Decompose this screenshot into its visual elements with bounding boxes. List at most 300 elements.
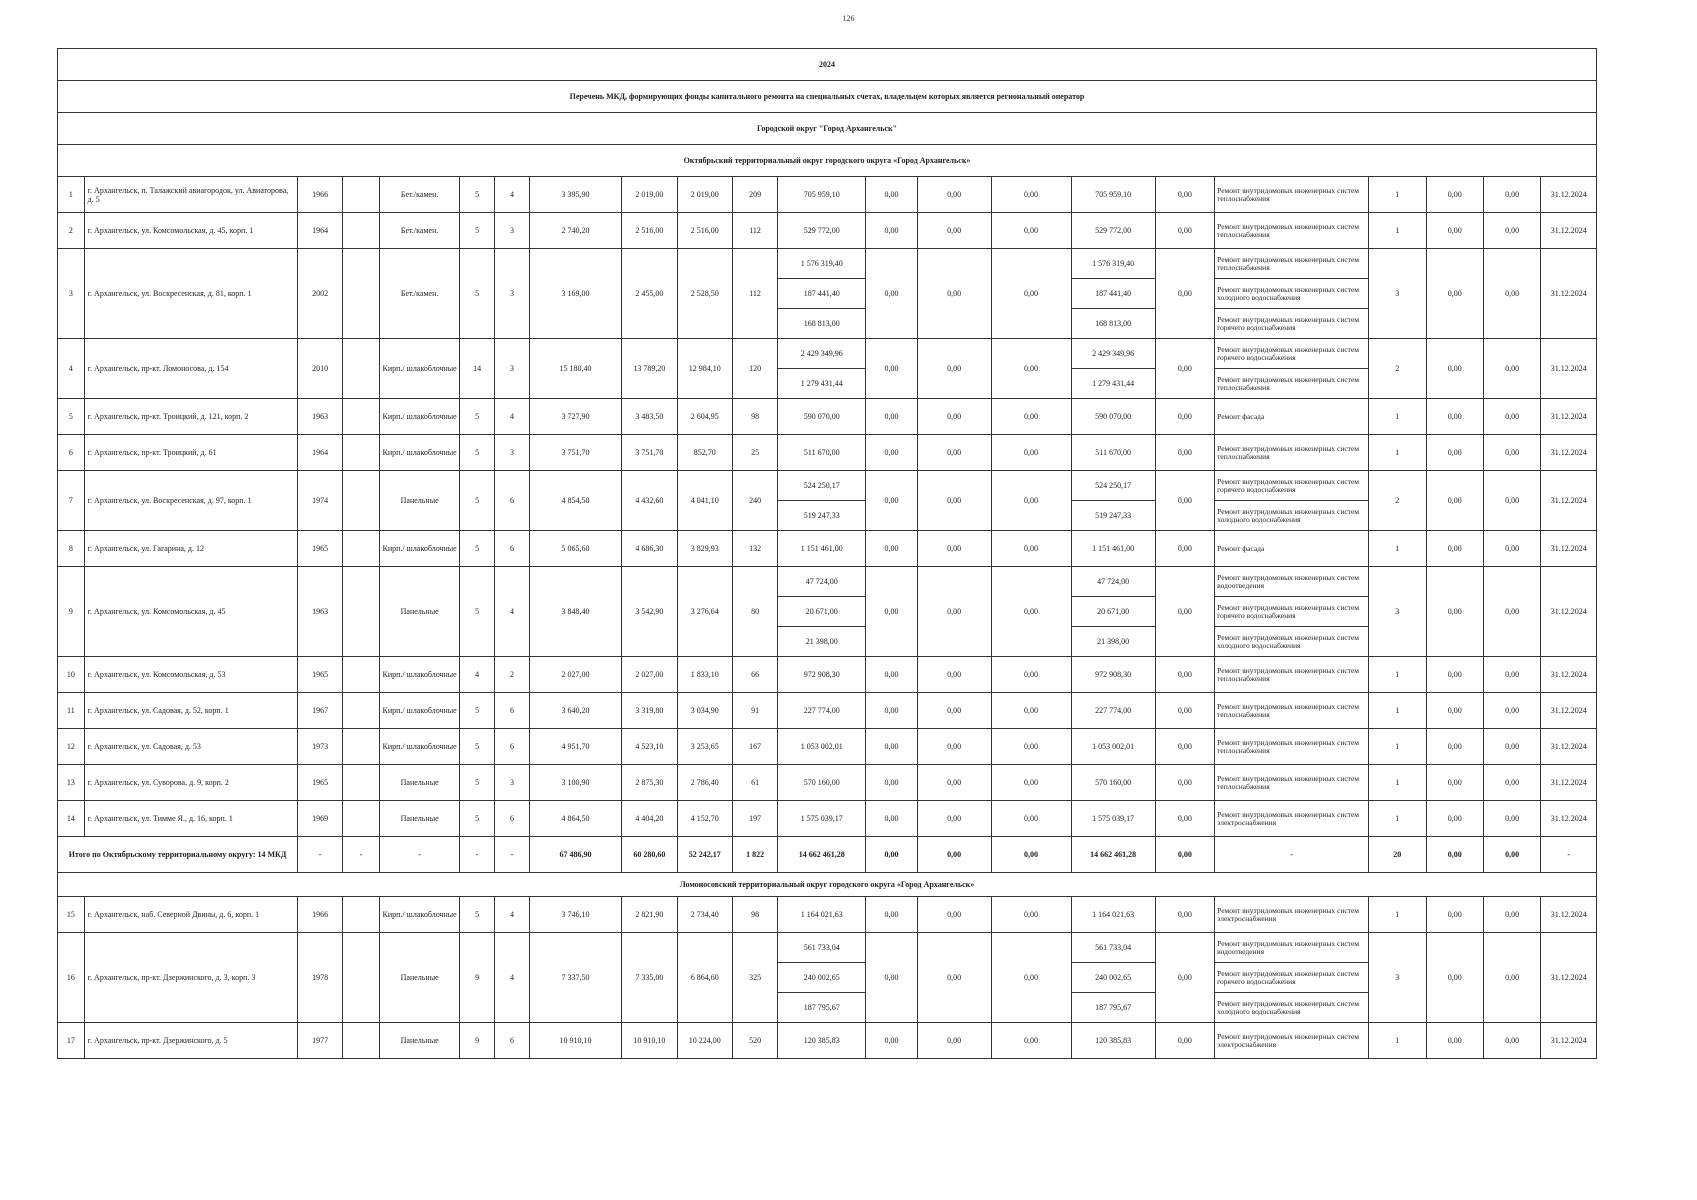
work-cost-cell: 519 247,33 xyxy=(778,501,866,531)
unit-cost-cell: 0,00 xyxy=(1426,213,1483,249)
address-cell: г. Архангельск, ул. Воскресенская, д. 81, корп. 1 xyxy=(84,249,297,339)
total-cell: 20 xyxy=(1369,837,1426,873)
premises-area-cell: 3 319,80 xyxy=(622,693,677,729)
premises-area-cell: 2 875,30 xyxy=(622,765,677,801)
empty-cell xyxy=(343,435,380,471)
work-cost-cell: 1 575 039,17 xyxy=(778,801,866,837)
work-cost-cell: 1 576 319,40 xyxy=(778,249,866,279)
address-cell: г. Архангельск, пр-кт. Дзержинского, д. 3, корп. 3 xyxy=(84,933,297,1023)
wall-material-cell: Бет./камен. xyxy=(380,213,460,249)
work-units-cell: 3 xyxy=(1369,249,1426,339)
address-cell: г. Архангельск, ул. Комсомольская, д. 45, корп. 1 xyxy=(84,213,297,249)
owners-funds-cell: 120 385,83 xyxy=(1071,1023,1155,1059)
row-number: 7 xyxy=(58,471,85,531)
work-units-cell: 1 xyxy=(1369,435,1426,471)
work-cost-cell: 1 053 002,01 xyxy=(778,729,866,765)
section-heading: Октябрьский территориальный округ городского округа «Город Архангельск» xyxy=(58,145,1597,177)
table-row xyxy=(58,897,1597,933)
total-cell: - xyxy=(460,837,495,873)
fund-cell: 0,00 xyxy=(866,213,917,249)
premises-area-cell: 3 751,70 xyxy=(622,435,677,471)
wall-material-cell: Панельные xyxy=(380,1023,460,1059)
wall-material-cell: Кирп./ шлакоблочные xyxy=(380,729,460,765)
premises-area-cell: 2 019,00 xyxy=(622,177,677,213)
total-cell: 0,00 xyxy=(1426,837,1483,873)
municipal-budget-cell: 0,00 xyxy=(991,399,1071,435)
municipal-budget-cell: 0,00 xyxy=(991,897,1071,933)
residents-cell: 61 xyxy=(733,765,778,801)
entrances-cell: 4 xyxy=(495,177,530,213)
empty-cell xyxy=(343,213,380,249)
table-row xyxy=(58,693,1597,729)
max-unit-cost-cell: 0,00 xyxy=(1483,729,1540,765)
residential-area-cell: 2 516,00 xyxy=(677,213,732,249)
row-number: 17 xyxy=(58,1023,85,1059)
total-area-cell: 4 864,50 xyxy=(529,801,621,837)
total-area-cell: 15 180,40 xyxy=(529,339,621,399)
row-number: 16 xyxy=(58,933,85,1023)
max-unit-cost-cell: 0,00 xyxy=(1483,435,1540,471)
year-built-cell: 1965 xyxy=(298,657,343,693)
empty-cell xyxy=(343,729,380,765)
deadline-cell: 31.12.2024 xyxy=(1541,339,1597,399)
owners-funds-cell: 529 772,00 xyxy=(1071,213,1155,249)
address-cell: г. Архангельск, ул. Комсомольская, д. 45 xyxy=(84,567,297,657)
premises-area-cell: 13 789,20 xyxy=(622,339,677,399)
floors-cell: 5 xyxy=(460,693,495,729)
residents-cell: 132 xyxy=(733,531,778,567)
max-unit-cost-cell: 0,00 xyxy=(1483,213,1540,249)
owners-funds-cell: 1 576 319,40 xyxy=(1071,249,1155,279)
entrances-cell: 4 xyxy=(495,399,530,435)
floors-cell: 5 xyxy=(460,177,495,213)
owners-funds-cell: 570 160,00 xyxy=(1071,765,1155,801)
district-row xyxy=(58,113,1597,145)
entrances-cell: 4 xyxy=(495,897,530,933)
entrances-cell: 6 xyxy=(495,1023,530,1059)
other-funds-cell: 0,00 xyxy=(1155,531,1215,567)
work-units-cell: 1 xyxy=(1369,657,1426,693)
unit-cost-cell: 0,00 xyxy=(1426,435,1483,471)
other-funds-cell: 0,00 xyxy=(1155,435,1215,471)
total-area-cell: 3 746,10 xyxy=(529,897,621,933)
section-row xyxy=(58,873,1597,897)
residential-area-cell: 4 041,10 xyxy=(677,471,732,531)
floors-cell: 5 xyxy=(460,399,495,435)
municipal-budget-cell: 0,00 xyxy=(991,531,1071,567)
regional-budget-cell: 0,00 xyxy=(917,1023,991,1059)
total-area-cell: 2 740,20 xyxy=(529,213,621,249)
unit-cost-cell: 0,00 xyxy=(1426,249,1483,339)
work-cost-cell: 570 160,00 xyxy=(778,765,866,801)
municipal-budget-cell: 0,00 xyxy=(991,339,1071,399)
municipal-budget-cell: 0,00 xyxy=(991,801,1071,837)
total-cell: 60 280,60 xyxy=(622,837,677,873)
residential-area-cell: 3 034,90 xyxy=(677,693,732,729)
max-unit-cost-cell: 0,00 xyxy=(1483,567,1540,657)
unit-cost-cell: 0,00 xyxy=(1426,729,1483,765)
max-unit-cost-cell: 0,00 xyxy=(1483,657,1540,693)
deadline-cell: 31.12.2024 xyxy=(1541,693,1597,729)
total-area-cell: 10 910,10 xyxy=(529,1023,621,1059)
residential-area-cell: 4 152,70 xyxy=(677,801,732,837)
floors-cell: 5 xyxy=(460,801,495,837)
entrances-cell: 3 xyxy=(495,249,530,339)
floors-cell: 4 xyxy=(460,657,495,693)
entrances-cell: 6 xyxy=(495,471,530,531)
work-type-cell: Ремонт внутридомовых инженерных систем электроснабжения xyxy=(1215,897,1369,933)
premises-area-cell: 4 686,30 xyxy=(622,531,677,567)
table-row xyxy=(58,435,1597,471)
regional-budget-cell: 0,00 xyxy=(917,567,991,657)
residential-area-cell: 852,70 xyxy=(677,435,732,471)
year-built-cell: 1978 xyxy=(298,933,343,1023)
work-cost-cell: 47 724,00 xyxy=(778,567,866,597)
row-number: 12 xyxy=(58,729,85,765)
total-area-cell: 3 727,90 xyxy=(529,399,621,435)
total-area-cell: 3 640,20 xyxy=(529,693,621,729)
section-heading: Ломоносовский территориальный округ городского округа «Город Архангельск» xyxy=(58,873,1597,897)
work-units-cell: 1 xyxy=(1369,765,1426,801)
unit-cost-cell: 0,00 xyxy=(1426,339,1483,399)
total-area-cell: 3 751,70 xyxy=(529,435,621,471)
work-type-cell: Ремонт фасада xyxy=(1215,399,1369,435)
list-title: Перечень МКД, формирующих фонды капитального ремонта на специальных счетах, владельцем которых является региональный оператор xyxy=(58,81,1597,113)
deadline-cell: 31.12.2024 xyxy=(1541,567,1597,657)
work-type-cell: Ремонт внутридомовых инженерных систем теплоснабжения xyxy=(1215,213,1369,249)
work-units-cell: 1 xyxy=(1369,177,1426,213)
fund-cell: 0,00 xyxy=(866,435,917,471)
fund-cell: 0,00 xyxy=(866,399,917,435)
year-built-cell: 2002 xyxy=(298,249,343,339)
table-row xyxy=(58,177,1597,213)
residential-area-cell: 2 604,95 xyxy=(677,399,732,435)
wall-material-cell: Кирп./ шлакоблочные xyxy=(380,339,460,399)
work-type-cell: Ремонт внутридомовых инженерных систем холодного водоснабжения xyxy=(1215,279,1369,309)
other-funds-cell: 0,00 xyxy=(1155,933,1215,1023)
residential-area-cell: 2 019,00 xyxy=(677,177,732,213)
regional-budget-cell: 0,00 xyxy=(917,213,991,249)
work-cost-cell: 511 670,00 xyxy=(778,435,866,471)
total-cell: 14 662 461,28 xyxy=(778,837,866,873)
work-cost-cell: 705 959,10 xyxy=(778,177,866,213)
max-unit-cost-cell: 0,00 xyxy=(1483,801,1540,837)
municipal-budget-cell: 0,00 xyxy=(991,471,1071,531)
register-table xyxy=(57,48,1597,1059)
total-row xyxy=(58,837,1597,873)
floors-cell: 5 xyxy=(460,729,495,765)
total-cell: 0,00 xyxy=(917,837,991,873)
work-type-cell: Ремонт внутридомовых инженерных систем теплоснабжения xyxy=(1215,249,1369,279)
other-funds-cell: 0,00 xyxy=(1155,897,1215,933)
residents-cell: 112 xyxy=(733,213,778,249)
year-built-cell: 1973 xyxy=(298,729,343,765)
regional-budget-cell: 0,00 xyxy=(917,729,991,765)
year-built-cell: 1967 xyxy=(298,693,343,729)
max-unit-cost-cell: 0,00 xyxy=(1483,177,1540,213)
wall-material-cell: Бет./камен. xyxy=(380,177,460,213)
year-built-cell: 1977 xyxy=(298,1023,343,1059)
address-cell: г. Архангельск, п. Талажский авиагородок, ул. Авиаторова, д. 5 xyxy=(84,177,297,213)
wall-material-cell: Кирп./ шлакоблочные xyxy=(380,531,460,567)
total-area-cell: 3 100,90 xyxy=(529,765,621,801)
other-funds-cell: 0,00 xyxy=(1155,177,1215,213)
fund-cell: 0,00 xyxy=(866,567,917,657)
year-built-cell: 1966 xyxy=(298,897,343,933)
unit-cost-cell: 0,00 xyxy=(1426,531,1483,567)
work-type-cell: Ремонт внутридомовых инженерных систем горячего водоснабжения xyxy=(1215,309,1369,339)
owners-funds-cell: 20 671,00 xyxy=(1071,597,1155,627)
municipal-budget-cell: 0,00 xyxy=(991,657,1071,693)
deadline-cell: 31.12.2024 xyxy=(1541,729,1597,765)
owners-funds-cell: 2 429 349,96 xyxy=(1071,339,1155,369)
fund-cell: 0,00 xyxy=(866,177,917,213)
deadline-cell: 31.12.2024 xyxy=(1541,177,1597,213)
row-number: 13 xyxy=(58,765,85,801)
residents-cell: 520 xyxy=(733,1023,778,1059)
other-funds-cell: 0,00 xyxy=(1155,729,1215,765)
total-area-cell: 3 848,40 xyxy=(529,567,621,657)
table-row xyxy=(58,933,1597,963)
municipal-budget-cell: 0,00 xyxy=(991,1023,1071,1059)
year-built-cell: 1964 xyxy=(298,435,343,471)
row-number: 2 xyxy=(58,213,85,249)
fund-cell: 0,00 xyxy=(866,897,917,933)
fund-cell: 0,00 xyxy=(866,801,917,837)
table-row xyxy=(58,213,1597,249)
residents-cell: 197 xyxy=(733,801,778,837)
other-funds-cell: 0,00 xyxy=(1155,213,1215,249)
total-cell: - xyxy=(1541,837,1597,873)
year-built-cell: 1963 xyxy=(298,399,343,435)
total-cell: 0,00 xyxy=(1155,837,1215,873)
residential-area-cell: 1 833,10 xyxy=(677,657,732,693)
work-cost-cell: 187 795,67 xyxy=(778,993,866,1023)
deadline-cell: 31.12.2024 xyxy=(1541,531,1597,567)
empty-cell xyxy=(343,657,380,693)
residents-cell: 209 xyxy=(733,177,778,213)
work-cost-cell: 529 772,00 xyxy=(778,213,866,249)
regional-budget-cell: 0,00 xyxy=(917,897,991,933)
row-number: 14 xyxy=(58,801,85,837)
other-funds-cell: 0,00 xyxy=(1155,471,1215,531)
empty-cell xyxy=(343,897,380,933)
deadline-cell: 31.12.2024 xyxy=(1541,765,1597,801)
regional-budget-cell: 0,00 xyxy=(917,435,991,471)
floors-cell: 9 xyxy=(460,933,495,1023)
work-type-cell: Ремонт внутридомовых инженерных систем теплоснабжения xyxy=(1215,765,1369,801)
total-cell: - xyxy=(495,837,530,873)
residents-cell: 91 xyxy=(733,693,778,729)
residential-area-cell: 12 984,10 xyxy=(677,339,732,399)
floors-cell: 5 xyxy=(460,897,495,933)
work-units-cell: 1 xyxy=(1369,693,1426,729)
work-type-cell: Ремонт внутридомовых инженерных систем горячего водоснабжения xyxy=(1215,339,1369,369)
regional-budget-cell: 0,00 xyxy=(917,177,991,213)
regional-budget-cell: 0,00 xyxy=(917,399,991,435)
empty-cell xyxy=(343,399,380,435)
owners-funds-cell: 590 070,00 xyxy=(1071,399,1155,435)
floors-cell: 9 xyxy=(460,1023,495,1059)
work-type-cell: Ремонт внутридомовых инженерных систем горячего водоснабжения xyxy=(1215,471,1369,501)
entrances-cell: 2 xyxy=(495,657,530,693)
address-cell: г. Архангельск, ул. Гагарина, д. 12 xyxy=(84,531,297,567)
total-cell: 67 486,90 xyxy=(529,837,621,873)
owners-funds-cell: 561 733,04 xyxy=(1071,933,1155,963)
entrances-cell: 6 xyxy=(495,693,530,729)
work-type-cell: Ремонт внутридомовых инженерных систем электроснабжения xyxy=(1215,801,1369,837)
work-type-cell: Ремонт внутридомовых инженерных систем холодного водоснабжения xyxy=(1215,993,1369,1023)
other-funds-cell: 0,00 xyxy=(1155,399,1215,435)
premises-area-cell: 3 542,90 xyxy=(622,567,677,657)
fund-cell: 0,00 xyxy=(866,729,917,765)
floors-cell: 5 xyxy=(460,213,495,249)
row-number: 6 xyxy=(58,435,85,471)
address-cell: г. Архангельск, ул. Садовая, д. 52, корп. 1 xyxy=(84,693,297,729)
premises-area-cell: 4 404,20 xyxy=(622,801,677,837)
regional-budget-cell: 0,00 xyxy=(917,339,991,399)
work-cost-cell: 561 733,04 xyxy=(778,933,866,963)
residents-cell: 66 xyxy=(733,657,778,693)
owners-funds-cell: 1 575 039,17 xyxy=(1071,801,1155,837)
total-cell: - xyxy=(298,837,343,873)
other-funds-cell: 0,00 xyxy=(1155,249,1215,339)
work-units-cell: 1 xyxy=(1369,531,1426,567)
residential-area-cell: 10 224,00 xyxy=(677,1023,732,1059)
other-funds-cell: 0,00 xyxy=(1155,1023,1215,1059)
residents-cell: 80 xyxy=(733,567,778,657)
total-area-cell: 4 951,70 xyxy=(529,729,621,765)
fund-cell: 0,00 xyxy=(866,531,917,567)
regional-budget-cell: 0,00 xyxy=(917,765,991,801)
section-row xyxy=(58,145,1597,177)
row-number: 8 xyxy=(58,531,85,567)
table-row xyxy=(58,801,1597,837)
entrances-cell: 6 xyxy=(495,531,530,567)
owners-funds-cell: 1 151 461,00 xyxy=(1071,531,1155,567)
floors-cell: 5 xyxy=(460,765,495,801)
premises-area-cell: 2 027,00 xyxy=(622,657,677,693)
residential-area-cell: 2 786,40 xyxy=(677,765,732,801)
address-cell: г. Архангельск, ул. Комсомольская, д. 53 xyxy=(84,657,297,693)
table-row xyxy=(58,765,1597,801)
owners-funds-cell: 21 398,00 xyxy=(1071,627,1155,657)
work-units-cell: 1 xyxy=(1369,399,1426,435)
empty-cell xyxy=(343,249,380,339)
deadline-cell: 31.12.2024 xyxy=(1541,897,1597,933)
owners-funds-cell: 524 250,17 xyxy=(1071,471,1155,501)
row-number: 1 xyxy=(58,177,85,213)
deadline-cell: 31.12.2024 xyxy=(1541,471,1597,531)
work-cost-cell: 227 774,00 xyxy=(778,693,866,729)
unit-cost-cell: 0,00 xyxy=(1426,933,1483,1023)
table-row xyxy=(58,399,1597,435)
work-type-cell: Ремонт внутридомовых инженерных систем горячего водоснабжения xyxy=(1215,963,1369,993)
work-cost-cell: 168 813,00 xyxy=(778,309,866,339)
fund-cell: 0,00 xyxy=(866,693,917,729)
owners-funds-cell: 972 908,30 xyxy=(1071,657,1155,693)
total-cell: 14 662 461,28 xyxy=(1071,837,1155,873)
total-cell: 0,00 xyxy=(991,837,1071,873)
owners-funds-cell: 187 795,67 xyxy=(1071,993,1155,1023)
fund-cell: 0,00 xyxy=(866,471,917,531)
work-units-cell: 2 xyxy=(1369,339,1426,399)
address-cell: г. Архангельск, пр-кт. Троицкий, д. 121, корп. 2 xyxy=(84,399,297,435)
work-type-cell: Ремонт внутридомовых инженерных систем теплоснабжения xyxy=(1215,693,1369,729)
year-built-cell: 1966 xyxy=(298,177,343,213)
wall-material-cell: Кирп./ шлакоблочные xyxy=(380,897,460,933)
address-cell: г. Архангельск, наб. Северной Двины, д. 6, корп. 1 xyxy=(84,897,297,933)
wall-material-cell: Панельные xyxy=(380,933,460,1023)
municipal-budget-cell: 0,00 xyxy=(991,933,1071,1023)
residents-cell: 98 xyxy=(733,399,778,435)
owners-funds-cell: 168 813,00 xyxy=(1071,309,1155,339)
municipal-budget-cell: 0,00 xyxy=(991,213,1071,249)
work-cost-cell: 1 151 461,00 xyxy=(778,531,866,567)
max-unit-cost-cell: 0,00 xyxy=(1483,933,1540,1023)
fund-cell: 0,00 xyxy=(866,1023,917,1059)
residents-cell: 167 xyxy=(733,729,778,765)
owners-funds-cell: 47 724,00 xyxy=(1071,567,1155,597)
list-title-row xyxy=(58,81,1597,113)
regional-budget-cell: 0,00 xyxy=(917,657,991,693)
unit-cost-cell: 0,00 xyxy=(1426,657,1483,693)
table-row xyxy=(58,249,1597,279)
owners-funds-cell: 1 164 021,63 xyxy=(1071,897,1155,933)
max-unit-cost-cell: 0,00 xyxy=(1483,339,1540,399)
max-unit-cost-cell: 0,00 xyxy=(1483,531,1540,567)
deadline-cell: 31.12.2024 xyxy=(1541,213,1597,249)
premises-area-cell: 2 455,00 xyxy=(622,249,677,339)
total-area-cell: 2 027,00 xyxy=(529,657,621,693)
total-cell: - xyxy=(343,837,380,873)
empty-cell xyxy=(343,339,380,399)
empty-cell xyxy=(343,1023,380,1059)
regional-budget-cell: 0,00 xyxy=(917,471,991,531)
work-units-cell: 1 xyxy=(1369,801,1426,837)
entrances-cell: 3 xyxy=(495,213,530,249)
deadline-cell: 31.12.2024 xyxy=(1541,435,1597,471)
total-area-cell: 5 065,60 xyxy=(529,531,621,567)
total-cell: - xyxy=(1215,837,1369,873)
entrances-cell: 3 xyxy=(495,765,530,801)
city-district-heading: Городской округ "Город Архангельск" xyxy=(58,113,1597,145)
total-area-cell: 3 169,00 xyxy=(529,249,621,339)
year-built-cell: 1963 xyxy=(298,567,343,657)
owners-funds-cell: 1 279 431,44 xyxy=(1071,369,1155,399)
address-cell: г. Архангельск, пр-кт. Троицкий, д. 61 xyxy=(84,435,297,471)
wall-material-cell: Панельные xyxy=(380,801,460,837)
year-built-cell: 1974 xyxy=(298,471,343,531)
work-units-cell: 2 xyxy=(1369,471,1426,531)
regional-budget-cell: 0,00 xyxy=(917,933,991,1023)
wall-material-cell: Панельные xyxy=(380,471,460,531)
regional-budget-cell: 0,00 xyxy=(917,249,991,339)
row-number: 9 xyxy=(58,567,85,657)
owners-funds-cell: 705 959,10 xyxy=(1071,177,1155,213)
work-type-cell: Ремонт внутридомовых инженерных систем холодного водоснабжения xyxy=(1215,627,1369,657)
work-type-cell: Ремонт фасада xyxy=(1215,531,1369,567)
work-type-cell: Ремонт внутридомовых инженерных систем электроснабжения xyxy=(1215,1023,1369,1059)
work-units-cell: 3 xyxy=(1369,933,1426,1023)
municipal-budget-cell: 0,00 xyxy=(991,435,1071,471)
other-funds-cell: 0,00 xyxy=(1155,765,1215,801)
floors-cell: 14 xyxy=(460,339,495,399)
residents-cell: 240 xyxy=(733,471,778,531)
entrances-cell: 4 xyxy=(495,933,530,1023)
municipal-budget-cell: 0,00 xyxy=(991,177,1071,213)
max-unit-cost-cell: 0,00 xyxy=(1483,249,1540,339)
